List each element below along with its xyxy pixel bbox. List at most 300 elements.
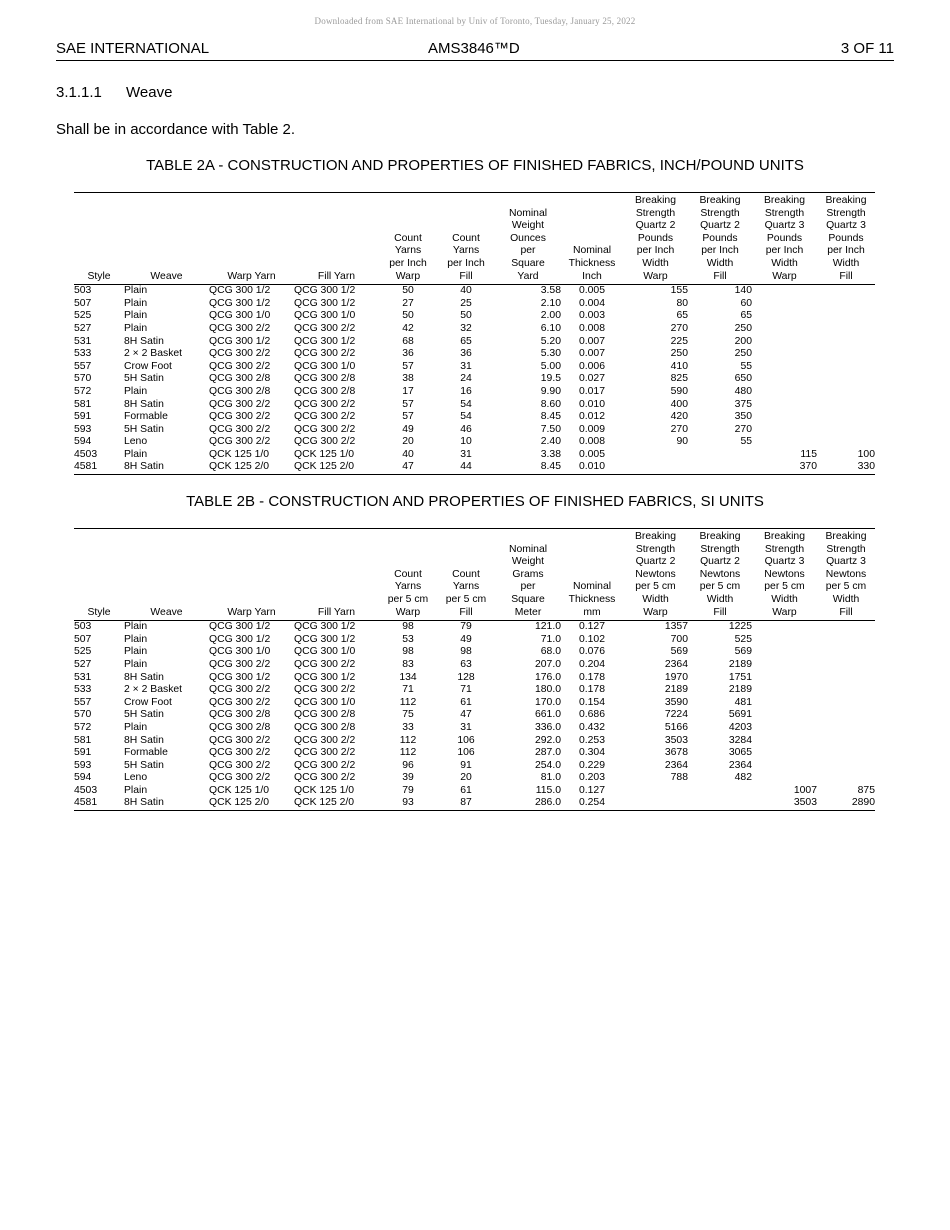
cell-q3-warp bbox=[752, 336, 817, 349]
cell-nominal-thickness: 0.003 bbox=[578, 310, 605, 322]
cell-count-fill: 49 bbox=[460, 633, 472, 645]
cell-nominal-thickness: 0.008 bbox=[578, 436, 605, 448]
table-row bbox=[74, 285, 875, 298]
cell-count-warp: 57 bbox=[402, 398, 414, 410]
cell-style: 572 bbox=[74, 385, 92, 397]
cell-q2-fill bbox=[688, 785, 752, 798]
cell-style: 4503 bbox=[74, 448, 98, 460]
cell-warp-yarn: QCG 300 2/2 bbox=[209, 398, 271, 410]
cell-nominal-weight: 5.20 bbox=[540, 335, 561, 347]
cell-q2-warp: 2189 bbox=[664, 684, 688, 696]
cell-count-warp: 38 bbox=[402, 373, 414, 385]
cell-q3-fill bbox=[817, 747, 875, 760]
cell-nominal-weight: 3.58 bbox=[540, 285, 561, 297]
cell-warp-yarn: QCG 300 2/2 bbox=[209, 348, 271, 360]
cell-fill-yarn: QCG 300 1/2 bbox=[294, 297, 356, 309]
cell-count-warp: 93 bbox=[402, 797, 414, 809]
cell-count-fill: 47 bbox=[460, 709, 472, 721]
cell-nominal-weight: 292.0 bbox=[534, 734, 561, 746]
col-header-q2-fill: Breaking Strength Quartz 2 Newtons per 5 cm Width Fill bbox=[699, 531, 741, 618]
cell-count-fill: 20 bbox=[460, 772, 472, 784]
cell-q2-warp: 225 bbox=[670, 335, 688, 347]
cell-q2-fill: 55 bbox=[740, 360, 752, 372]
table-row bbox=[74, 634, 875, 647]
col-header-fill-yarn: Fill Yarn bbox=[317, 606, 356, 618]
cell-weave: Plain bbox=[124, 310, 148, 322]
cell-fill-yarn: QCG 300 2/2 bbox=[294, 423, 356, 435]
col-header-weave: Weave bbox=[150, 606, 183, 618]
col-header-nominal-weight: Nominal Weight Grams per Square Meter bbox=[508, 543, 548, 618]
cell-q2-warp: 1970 bbox=[664, 671, 688, 683]
cell-fill-yarn: QCG 300 2/8 bbox=[294, 373, 356, 385]
cell-nominal-thickness: 0.005 bbox=[578, 285, 605, 297]
cell-fill-yarn: QCG 300 1/2 bbox=[294, 621, 356, 633]
cell-count-fill: 36 bbox=[460, 348, 472, 360]
cell-fill-yarn: QCG 300 2/8 bbox=[294, 709, 356, 721]
cell-q2-fill: 250 bbox=[734, 348, 752, 360]
table-row bbox=[74, 785, 875, 798]
cell-q2-warp: 65 bbox=[676, 310, 688, 322]
cell-warp-yarn: QCG 300 1/2 bbox=[209, 335, 271, 347]
cell-nominal-weight: 7.50 bbox=[540, 423, 561, 435]
table-row bbox=[74, 361, 875, 374]
cell-weave: Formable bbox=[124, 411, 168, 423]
cell-style: 503 bbox=[74, 621, 92, 633]
cell-count-warp: 83 bbox=[402, 658, 414, 670]
cell-q2-fill: 1751 bbox=[728, 671, 752, 683]
cell-fill-yarn: QCG 300 1/0 bbox=[294, 646, 356, 658]
cell-fill-yarn: QCG 300 1/2 bbox=[294, 335, 356, 347]
cell-q3-fill: 100 bbox=[857, 448, 875, 460]
cell-fill-yarn: QCG 300 1/0 bbox=[294, 310, 356, 322]
cell-q2-fill: 525 bbox=[734, 633, 752, 645]
cell-nominal-thickness: 0.127 bbox=[578, 621, 605, 633]
cell-fill-yarn: QCG 300 2/2 bbox=[294, 411, 356, 423]
cell-style: 572 bbox=[74, 721, 92, 733]
cell-nominal-weight: 71.0 bbox=[540, 633, 561, 645]
cell-nominal-thickness: 0.010 bbox=[578, 398, 605, 410]
cell-weave: Plain bbox=[124, 448, 148, 460]
cell-style: 4503 bbox=[74, 784, 98, 796]
cell-q2-warp: 410 bbox=[670, 360, 688, 372]
cell-q3-warp bbox=[752, 697, 817, 710]
cell-fill-yarn: QCG 300 2/2 bbox=[294, 348, 356, 360]
cell-q2-fill: 3065 bbox=[728, 747, 752, 759]
cell-nominal-weight: 115.0 bbox=[535, 784, 561, 796]
cell-count-warp: 40 bbox=[402, 448, 414, 460]
cell-warp-yarn: QCG 300 2/2 bbox=[209, 747, 271, 759]
cell-style: 570 bbox=[74, 373, 92, 385]
cell-style: 581 bbox=[74, 734, 92, 746]
cell-q3-fill bbox=[817, 348, 875, 361]
cell-q3-warp bbox=[752, 760, 817, 773]
cell-count-warp: 50 bbox=[402, 285, 414, 297]
cell-nominal-thickness: 0.102 bbox=[578, 633, 605, 645]
table-row bbox=[74, 709, 875, 722]
table-row bbox=[74, 399, 875, 412]
cell-q3-fill bbox=[817, 424, 875, 437]
cell-count-fill: 98 bbox=[460, 646, 472, 658]
cell-count-fill: 128 bbox=[457, 671, 475, 683]
table-row bbox=[74, 747, 875, 760]
cell-q3-warp bbox=[752, 323, 817, 336]
table-row bbox=[74, 735, 875, 748]
cell-count-warp: 39 bbox=[402, 772, 414, 784]
col-header-nominal-thickness: Nominal Thickness Inch bbox=[568, 245, 616, 282]
cell-q2-fill: 375 bbox=[734, 398, 752, 410]
table-row bbox=[74, 449, 875, 462]
cell-count-warp: 33 bbox=[402, 721, 414, 733]
cell-weave: Crow Foot bbox=[124, 360, 172, 372]
cell-nominal-weight: 661.0 bbox=[534, 709, 561, 721]
cell-count-fill: 65 bbox=[460, 335, 472, 347]
cell-nominal-weight: 180.0 bbox=[534, 684, 561, 696]
table-row bbox=[74, 411, 875, 424]
cell-style: 527 bbox=[74, 322, 92, 334]
cell-q3-warp bbox=[752, 747, 817, 760]
cell-q3-fill bbox=[817, 735, 875, 748]
table-row bbox=[74, 436, 875, 449]
cell-q3-warp bbox=[752, 684, 817, 697]
cell-q2-warp: 3678 bbox=[664, 747, 688, 759]
cell-q2-warp: 80 bbox=[676, 297, 688, 309]
cell-style: 525 bbox=[74, 646, 92, 658]
cell-warp-yarn: QCG 300 2/2 bbox=[209, 423, 271, 435]
cell-weave: Plain bbox=[124, 385, 148, 397]
col-header-count-fill: Count Yarns per Inch Fill bbox=[447, 232, 485, 282]
cell-q2-warp: 3590 bbox=[664, 696, 688, 708]
cell-q2-fill: 3284 bbox=[728, 734, 752, 746]
cell-nominal-weight: 6.10 bbox=[540, 322, 561, 334]
section-title: Weave bbox=[126, 84, 173, 101]
cell-q3-fill bbox=[817, 361, 875, 374]
cell-q3-fill bbox=[817, 298, 875, 311]
cell-count-warp: 47 bbox=[402, 461, 414, 473]
cell-q3-warp bbox=[752, 672, 817, 685]
cell-weave: Plain bbox=[124, 633, 148, 645]
cell-weave: 5H Satin bbox=[124, 373, 164, 385]
cell-q2-warp bbox=[623, 785, 688, 798]
cell-style: 570 bbox=[74, 709, 92, 721]
cell-count-fill: 32 bbox=[460, 322, 472, 334]
cell-q3-fill bbox=[817, 436, 875, 449]
table-row bbox=[74, 386, 875, 399]
table-row bbox=[74, 348, 875, 361]
cell-q2-warp: 825 bbox=[670, 373, 688, 385]
cell-q2-warp: 270 bbox=[670, 423, 688, 435]
cell-nominal-weight: 336.0 bbox=[534, 721, 561, 733]
cell-q3-warp bbox=[752, 634, 817, 647]
cell-style: 4581 bbox=[74, 461, 98, 473]
cell-nominal-thickness: 0.007 bbox=[578, 335, 605, 347]
cell-q3-fill bbox=[817, 684, 875, 697]
cell-fill-yarn: QCG 300 2/2 bbox=[294, 734, 356, 746]
col-header-q3-fill: Breaking Strength Quartz 3 Pounds per Inch Width Fill bbox=[825, 195, 867, 282]
cell-warp-yarn: QCK 125 2/0 bbox=[209, 461, 270, 473]
cell-q3-warp bbox=[752, 386, 817, 399]
cell-q2-warp: 700 bbox=[670, 633, 688, 645]
cell-q2-warp: 250 bbox=[670, 348, 688, 360]
cell-q2-warp: 155 bbox=[670, 285, 688, 297]
cell-q3-warp bbox=[752, 424, 817, 437]
table-2b-title: TABLE 2B - CONSTRUCTION AND PROPERTIES OF FINISHED FABRICS, SI UNITS bbox=[186, 493, 764, 510]
cell-q3-fill bbox=[817, 285, 875, 298]
cell-nominal-weight: 287.0 bbox=[534, 747, 561, 759]
cell-q2-warp: 590 bbox=[670, 385, 688, 397]
table-row bbox=[74, 424, 875, 437]
cell-nominal-thickness: 0.027 bbox=[578, 373, 605, 385]
cell-style: 507 bbox=[74, 633, 92, 645]
cell-style: 593 bbox=[74, 759, 92, 771]
cell-weave: 8H Satin bbox=[124, 461, 164, 473]
cell-warp-yarn: QCG 300 2/2 bbox=[209, 772, 271, 784]
cell-q3-warp bbox=[752, 659, 817, 672]
table-row bbox=[74, 621, 875, 634]
cell-q3-warp bbox=[752, 348, 817, 361]
cell-q2-fill bbox=[688, 461, 752, 474]
cell-style: 503 bbox=[74, 285, 92, 297]
cell-warp-yarn: QCG 300 1/2 bbox=[209, 633, 271, 645]
cell-warp-yarn: QCG 300 2/2 bbox=[209, 436, 271, 448]
cell-q3-fill bbox=[817, 634, 875, 647]
cell-count-fill: 16 bbox=[460, 385, 472, 397]
cell-q2-warp: 5166 bbox=[664, 721, 688, 733]
table-row bbox=[74, 659, 875, 672]
cell-fill-yarn: QCG 300 1/2 bbox=[294, 285, 356, 297]
cell-count-warp: 134 bbox=[399, 671, 417, 683]
section-body-text: Shall be in accordance with Table 2. bbox=[56, 121, 296, 138]
cell-nominal-thickness: 0.432 bbox=[578, 721, 605, 733]
col-header-nominal-weight: Nominal Weight Ounces per Square Yard bbox=[508, 207, 548, 282]
col-header-q2-fill: Breaking Strength Quartz 2 Pounds per Inch Width Fill bbox=[699, 195, 741, 282]
cell-count-warp: 49 bbox=[402, 423, 414, 435]
cell-q2-fill: 65 bbox=[740, 310, 752, 322]
cell-weave: 5H Satin bbox=[124, 709, 164, 721]
cell-q2-fill: 2364 bbox=[728, 759, 752, 771]
cell-count-fill: 10 bbox=[460, 436, 472, 448]
cell-count-warp: 112 bbox=[399, 747, 417, 759]
col-header-style: Style bbox=[87, 606, 111, 618]
cell-weave: 8H Satin bbox=[124, 671, 164, 683]
cell-count-warp: 57 bbox=[402, 360, 414, 372]
cell-nominal-thickness: 0.005 bbox=[578, 448, 605, 460]
running-header bbox=[56, 38, 894, 61]
cell-q3-warp bbox=[752, 722, 817, 735]
cell-warp-yarn: QCG 300 1/0 bbox=[209, 646, 271, 658]
cell-q3-warp bbox=[752, 310, 817, 323]
cell-nominal-thickness: 0.686 bbox=[578, 709, 605, 721]
cell-q3-fill bbox=[817, 697, 875, 710]
cell-warp-yarn: QCG 300 1/2 bbox=[209, 285, 271, 297]
cell-q2-fill bbox=[688, 797, 752, 810]
cell-nominal-thickness: 0.304 bbox=[578, 747, 605, 759]
cell-q2-warp: 569 bbox=[670, 646, 688, 658]
cell-q2-warp bbox=[623, 449, 688, 462]
cell-nominal-weight: 2.00 bbox=[540, 310, 561, 322]
cell-nominal-thickness: 0.127 bbox=[578, 784, 605, 796]
cell-nominal-thickness: 0.076 bbox=[578, 646, 605, 658]
col-header-style: Style bbox=[87, 270, 111, 282]
cell-q3-fill: 330 bbox=[857, 461, 875, 473]
cell-q2-fill: 1225 bbox=[728, 621, 752, 633]
cell-weave: Leno bbox=[124, 772, 148, 784]
cell-fill-yarn: QCK 125 2/0 bbox=[294, 797, 355, 809]
cell-style: 531 bbox=[74, 671, 92, 683]
cell-q2-fill: 4203 bbox=[728, 721, 752, 733]
cell-count-warp: 53 bbox=[402, 633, 414, 645]
cell-fill-yarn: QCG 300 1/0 bbox=[294, 360, 356, 372]
cell-nominal-weight: 5.00 bbox=[540, 360, 561, 372]
cell-fill-yarn: QCK 125 2/0 bbox=[294, 461, 355, 473]
cell-q3-fill bbox=[817, 760, 875, 773]
cell-weave: Plain bbox=[124, 621, 148, 633]
cell-q3-warp: 1007 bbox=[793, 784, 817, 796]
cell-weave: Crow Foot bbox=[124, 696, 172, 708]
cell-count-fill: 24 bbox=[460, 373, 472, 385]
cell-q3-fill bbox=[817, 659, 875, 672]
cell-style: 593 bbox=[74, 423, 92, 435]
cell-nominal-weight: 207.0 bbox=[534, 658, 561, 670]
cell-weave: Formable bbox=[124, 747, 168, 759]
table-2b bbox=[74, 528, 875, 811]
cell-count-warp: 75 bbox=[402, 709, 414, 721]
cell-count-fill: 87 bbox=[460, 797, 472, 809]
cell-q2-fill: 200 bbox=[734, 335, 752, 347]
cell-warp-yarn: QCG 300 1/2 bbox=[209, 621, 271, 633]
cell-fill-yarn: QCG 300 2/2 bbox=[294, 658, 356, 670]
cell-fill-yarn: QCK 125 1/0 bbox=[294, 448, 355, 460]
cell-weave: 8H Satin bbox=[124, 797, 164, 809]
table-row bbox=[74, 461, 875, 474]
cell-count-fill: 31 bbox=[460, 360, 472, 372]
table-row bbox=[74, 684, 875, 697]
cell-q3-fill bbox=[817, 373, 875, 386]
cell-weave: Plain bbox=[124, 322, 148, 334]
cell-nominal-thickness: 0.204 bbox=[578, 658, 605, 670]
cell-nominal-weight: 254.0 bbox=[534, 759, 561, 771]
col-header-count-fill: Count Yarns per 5 cm Fill bbox=[445, 568, 487, 618]
table-row bbox=[74, 772, 875, 785]
cell-fill-yarn: QCG 300 2/2 bbox=[294, 684, 356, 696]
cell-count-warp: 27 bbox=[402, 297, 414, 309]
cell-style: 533 bbox=[74, 684, 92, 696]
cell-count-fill: 79 bbox=[460, 621, 472, 633]
cell-q3-warp: 3503 bbox=[793, 797, 817, 809]
cell-q3-fill bbox=[817, 386, 875, 399]
table-row bbox=[74, 646, 875, 659]
cell-warp-yarn: QCG 300 2/2 bbox=[209, 684, 271, 696]
cell-nominal-thickness: 0.004 bbox=[578, 297, 605, 309]
cell-count-warp: 57 bbox=[402, 411, 414, 423]
cell-nominal-thickness: 0.253 bbox=[578, 734, 605, 746]
cell-q2-fill: 2189 bbox=[728, 658, 752, 670]
cell-q3-warp bbox=[752, 411, 817, 424]
col-header-q3-warp: Breaking Strength Quartz 3 Newtons per 5 cm Width Warp bbox=[763, 531, 805, 618]
table-2a bbox=[74, 192, 875, 475]
cell-style: 531 bbox=[74, 335, 92, 347]
cell-fill-yarn: QCG 300 2/8 bbox=[294, 721, 356, 733]
cell-q3-fill bbox=[817, 672, 875, 685]
cell-q3-warp bbox=[752, 709, 817, 722]
cell-nominal-thickness: 0.254 bbox=[578, 797, 605, 809]
cell-nominal-weight: 8.45 bbox=[540, 461, 561, 473]
cell-count-fill: 40 bbox=[460, 285, 472, 297]
cell-q2-fill: 60 bbox=[740, 297, 752, 309]
table-row bbox=[74, 373, 875, 386]
header-org: SAE INTERNATIONAL bbox=[56, 40, 210, 57]
cell-warp-yarn: QCG 300 1/0 bbox=[209, 310, 271, 322]
cell-q3-fill bbox=[817, 722, 875, 735]
section-number: 3.1.1.1 bbox=[56, 84, 102, 101]
cell-fill-yarn: QCG 300 2/2 bbox=[294, 747, 356, 759]
cell-warp-yarn: QCG 300 2/8 bbox=[209, 385, 271, 397]
cell-warp-yarn: QCG 300 2/8 bbox=[209, 721, 271, 733]
cell-style: 527 bbox=[74, 658, 92, 670]
cell-nominal-weight: 8.45 bbox=[540, 411, 561, 423]
cell-count-fill: 106 bbox=[457, 734, 475, 746]
cell-q3-fill bbox=[817, 310, 875, 323]
cell-warp-yarn: QCG 300 2/2 bbox=[209, 411, 271, 423]
cell-fill-yarn: QCG 300 2/2 bbox=[294, 436, 356, 448]
cell-nominal-thickness: 0.008 bbox=[578, 322, 605, 334]
cell-q3-fill: 875 bbox=[857, 784, 875, 796]
cell-style: 507 bbox=[74, 297, 92, 309]
cell-q3-fill: 2890 bbox=[851, 797, 875, 809]
table-header-row bbox=[74, 529, 875, 621]
cell-count-fill: 54 bbox=[460, 398, 472, 410]
cell-q2-warp: 788 bbox=[670, 772, 688, 784]
cell-warp-yarn: QCG 300 2/2 bbox=[209, 322, 271, 334]
cell-q2-warp: 7224 bbox=[664, 709, 688, 721]
cell-weave: 8H Satin bbox=[124, 335, 164, 347]
cell-nominal-weight: 5.30 bbox=[540, 348, 561, 360]
cell-q3-fill bbox=[817, 323, 875, 336]
cell-nominal-thickness: 0.007 bbox=[578, 348, 605, 360]
cell-style: 4581 bbox=[74, 797, 98, 809]
cell-q3-fill bbox=[817, 336, 875, 349]
cell-warp-yarn: QCK 125 1/0 bbox=[209, 448, 270, 460]
cell-weave: Plain bbox=[124, 658, 148, 670]
table-row bbox=[74, 323, 875, 336]
cell-q2-warp: 2364 bbox=[664, 658, 688, 670]
cell-nominal-thickness: 0.006 bbox=[578, 360, 605, 372]
table-row bbox=[74, 336, 875, 349]
cell-nominal-weight: 176.0 bbox=[534, 671, 561, 683]
cell-style: 533 bbox=[74, 348, 92, 360]
cell-count-warp: 98 bbox=[402, 646, 414, 658]
cell-warp-yarn: QCK 125 1/0 bbox=[209, 784, 270, 796]
cell-warp-yarn: QCG 300 2/2 bbox=[209, 696, 271, 708]
cell-fill-yarn: QCG 300 1/2 bbox=[294, 633, 356, 645]
cell-nominal-thickness: 0.178 bbox=[578, 684, 605, 696]
cell-style: 591 bbox=[74, 411, 92, 423]
cell-weave: Plain bbox=[124, 285, 148, 297]
cell-warp-yarn: QCG 300 2/8 bbox=[209, 373, 271, 385]
cell-nominal-weight: 9.90 bbox=[540, 385, 561, 397]
cell-weave: 5H Satin bbox=[124, 423, 164, 435]
cell-q2-warp: 90 bbox=[676, 436, 688, 448]
cell-nominal-thickness: 0.229 bbox=[578, 759, 605, 771]
section-heading bbox=[56, 84, 172, 101]
cell-weave: Leno bbox=[124, 436, 148, 448]
col-header-warp-yarn: Warp Yarn bbox=[227, 270, 276, 282]
table-row bbox=[74, 797, 875, 810]
cell-style: 557 bbox=[74, 696, 92, 708]
cell-weave: 5H Satin bbox=[124, 759, 164, 771]
col-header-warp-yarn: Warp Yarn bbox=[227, 606, 276, 618]
cell-q3-fill bbox=[817, 772, 875, 785]
cell-q3-fill bbox=[817, 399, 875, 412]
